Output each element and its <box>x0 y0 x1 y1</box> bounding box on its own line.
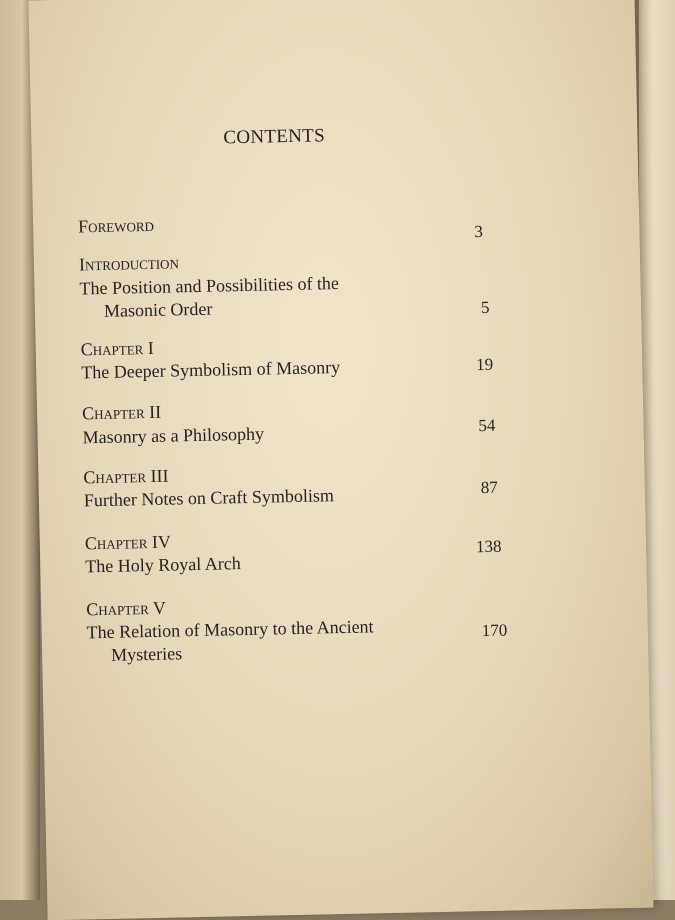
toc-title-chapter-2: Masonry as a Philosophy <box>82 423 265 448</box>
toc-label-chapter-3: Chapter III <box>83 465 169 488</box>
toc-title-chapter-1: The Deeper Symbolism of Masonry <box>81 357 341 383</box>
toc-title-introduction: The Position and Possibilities of the <box>79 273 340 299</box>
page-title: CONTENTS <box>223 125 326 149</box>
toc-title-chapter-5: The Relation of Masonry to the Ancient <box>86 616 374 643</box>
toc-title-chapter-3: Further Notes on Craft Symbolism <box>83 485 335 511</box>
toc-page-chapter-2: 54 <box>478 415 496 436</box>
toc-label-chapter-2: Chapter II <box>81 401 162 424</box>
toc-page-chapter-5: 170 <box>481 620 508 641</box>
toc-label-chapter-4: Chapter IV <box>84 531 172 554</box>
toc-page-chapter-4: 138 <box>475 536 502 557</box>
toc-title-chapter-4: The Holy Royal Arch <box>85 553 241 577</box>
toc-label-foreword: Foreword <box>77 214 155 237</box>
toc-page-chapter-3: 87 <box>480 477 498 498</box>
toc-label-introduction: Introduction <box>78 252 180 275</box>
toc-page-chapter-1: 19 <box>475 354 494 375</box>
toc-page-introduction: 5 <box>480 297 490 318</box>
toc-label-chapter-1: Chapter I <box>80 337 155 360</box>
toc-page-foreword: 3 <box>474 221 484 242</box>
book-page <box>28 0 653 920</box>
toc-title-chapter-5-continued: Mysteries <box>110 643 183 665</box>
toc-title-introduction-continued: Masonic Order <box>103 298 213 321</box>
toc-label-chapter-5: Chapter V <box>85 597 167 620</box>
